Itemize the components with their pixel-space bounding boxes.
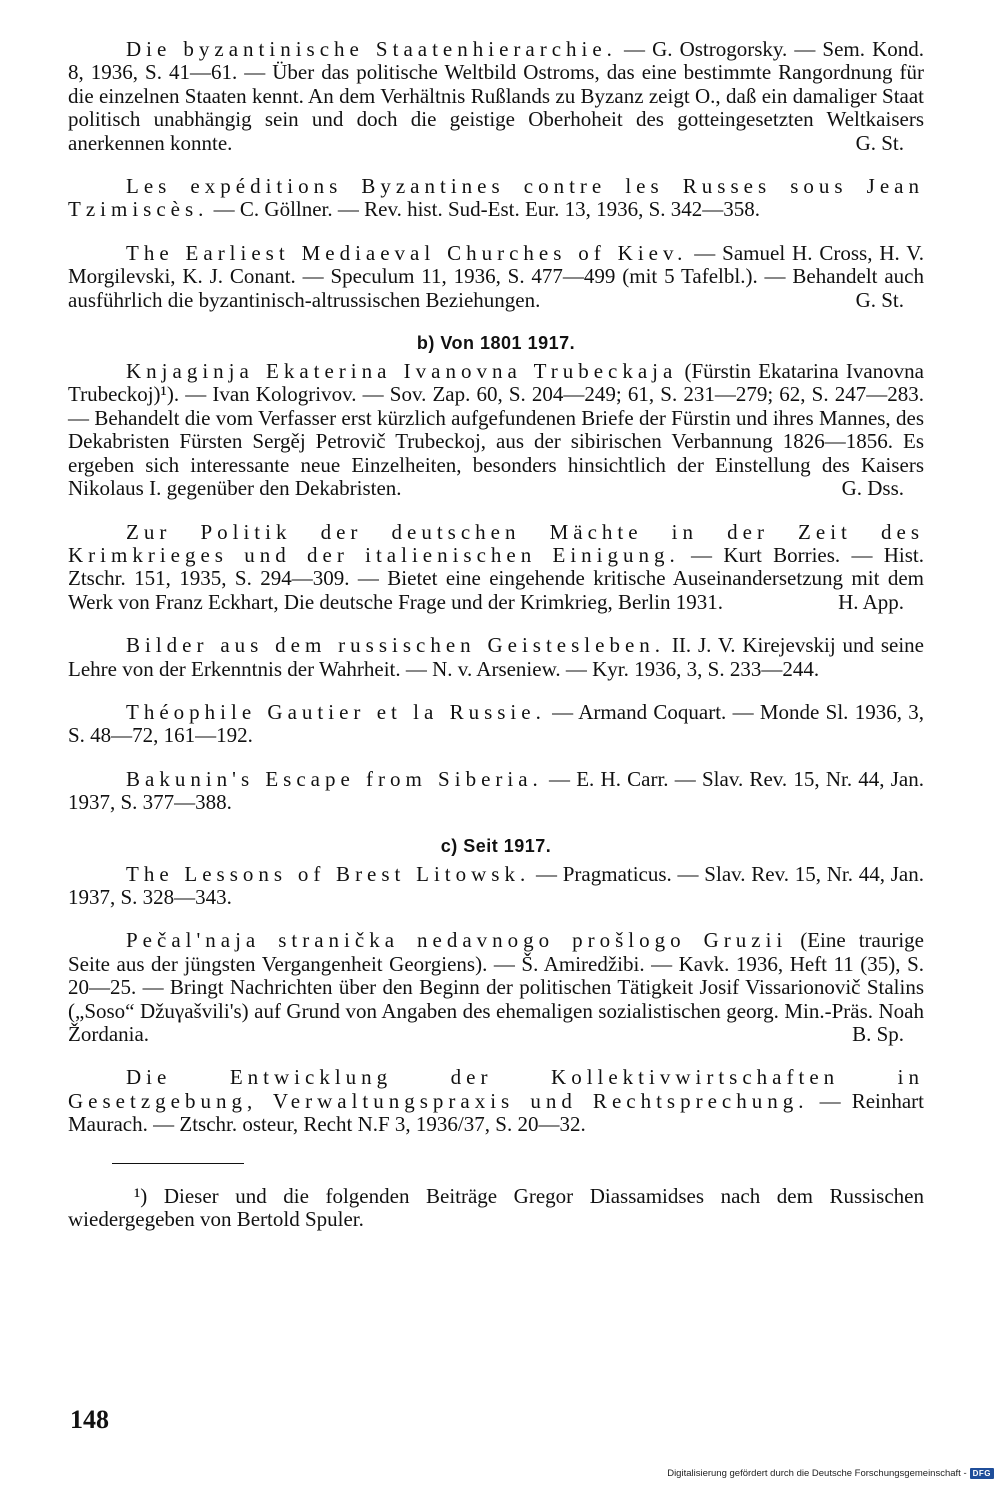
entry-signature: G. Dss. [841,476,904,501]
entry-text: II. J. V. Kirejevskij und seine Lehre von der Erkenntnis der Wahrheit. — N. v. Arseniew. — Kyr. 1936, 3, S. 233—244. [68,633,925,681]
digitization-credit [667,1468,994,1479]
entry-signature: G. St. [855,287,904,312]
entry-title: Die Entwicklung der Kollektivwirtschaften in Gesetzgebung, Verwaltungspraxis und Rechtsprechung. [68,1065,924,1113]
entry-text: — Reinhart Maurach. — Ztschr. osteur, Recht N.F 3, 1936/37, S. 20—32. [68,1088,925,1137]
bibliography-entry [68,242,924,312]
entry-title: Bilder aus dem russischen Geistesleben. [126,633,666,658]
entry-title: Die byzantinische Staatenhierarchie. [126,37,617,61]
entry-signature: H. App. [838,589,904,614]
entry-text: (Fürstin Ekatarina Ivanovna Trubeckoj)¹). — Ivan Kologrivov. — Sov. Zap. 60, S. 204—249; 61, S. 231—279; 62, S. 247—283. — Behandelt die vom Verfasser erst kürzlich aufgefundenen Briefe der Fürstin und ihres Mannes, des Dekabristen Fürsten Sergěj Petrovič Trubeckoj, aus der sibirischen Verbannung 1826—1856. Es ergeben sich interessante neue Einzelheiten, besonders hinsichtlich der Einstellung des Kaisers Nikolaus I. gegenüber den Dekabristen. [68,359,925,501]
bibliography-entry [68,929,924,1046]
entry-title: The Earliest Mediaeval Churches of Kiev. [126,240,688,265]
page-number: 148 [70,1405,109,1434]
entry-title: Théophile Gautier et la Russie. [126,699,546,724]
section-heading-c: c) Seit 1917. [440,835,552,856]
bibliography-entry [68,521,924,615]
footnote-divider [112,1163,244,1164]
page-body [68,38,924,1252]
entry-title: Pečal'naja stranička nedavnogo prošlogo Gruzii [126,928,788,953]
entry-title: Les expéditions Byzantines contre les Russes sous Jean Tzimiscès. [68,174,924,222]
entry-text: — Kurt Borries. — Hist. Ztschr. 151, 1935, S. 294—309. — Bietet eine eingehende kritische Auseinandersetzung mit dem Werk von Franz Eckhart, Die deutsche Frage und der Krimkrieg, Berlin 1931. [68,542,924,614]
bibliography-entry [68,360,924,500]
bibliography-entry [68,38,924,155]
bibliography-entry [68,768,924,815]
credit-text: Digitalisierung gefördert durch die Deutsche Forschungsgemeinschaft - [667,1468,967,1479]
entry-title: The Lessons of Brest Litowsk. [126,861,531,886]
entry-text: — Armand Coquart. — Monde Sl. 1936, 3, S. 48—72, 161—192. [68,699,924,748]
entry-title: Zur Politik der deutschen Mächte in der Zeit des Krimkrieges und der italienischen Einigung. [68,519,924,567]
entry-text: (Eine traurige Seite aus der jüngsten Vergangenheit Georgiens). — Š. Amiredžibi. — Kavk. 1936, Heft 11 (35), S. 20—25. — Bringt Nachrichten über den Beginn der politischen Tätigkeit Josif Vissarionovič Stalins („Soso“ Džuγašvili's) auf Grund von Angaben des ehemaligen sozialistischen georg. Min.-Präs. Noah Žordania. [68,928,924,1046]
entry-text: — Pragmaticus. — Slav. Rev. 15, Nr. 44, Jan. 1937, S. 328—343. [68,861,924,909]
entry-text: — G. Ostrogorsky. — Sem. Kond. 8, 1936, S. 41—61. — Über das politische Weltbild Ostroms, das eine bestimmte Rangordnung für die einzelnen Staaten kennt. An dem Verhältnis Rußlands zu Byzanz zeigt O., daß ein damaliger Staat politisch unabhängig sein und doch die geistige Oberhoheit des gotteingesetzten Weltkaisers anerkennen konnte. [68,37,925,155]
bibliography-entry [68,1066,924,1136]
entry-signature: B. Sp. [852,1022,904,1046]
bibliography-entry [68,701,924,748]
dfg-logo-icon: DFG [970,1468,994,1479]
entry-title: Bakunin's Escape from Siberia. [126,766,543,791]
entry-title: Knjaginja Ekaterina Ivanovna Trubeckaja [126,359,678,384]
bibliography-entry [68,863,924,910]
entry-text: — Samuel H. Cross, H. V. Morgilevski, K. J. Conant. — Speculum 11, 1936, S. 477—499 (mit 5 Tafelbl.). — Behandelt auch ausführlich die byzantinisch-altrussischen Beziehungen. [68,240,924,312]
entry-signature: G. St. [855,130,904,155]
footnote-text: ¹) Dieser und die folgenden Beiträge Gregor Diassamidses nach dem Russischen wiedergegeben von Bertold Spuler. [68,1183,924,1231]
entry-text: — E. H. Carr. — Slav. Rev. 15, Nr. 44, Jan. 1937, S. 377—388. [68,766,925,815]
footnote [68,1185,924,1231]
bibliography-entry [68,175,924,222]
bibliography-entry [68,634,924,681]
section-heading-b: b) Von 1801 1917. [416,333,576,354]
entry-text: — C. Göllner. — Rev. hist. Sud-Est. Eur. 13, 1936, S. 342—358. [208,197,761,222]
